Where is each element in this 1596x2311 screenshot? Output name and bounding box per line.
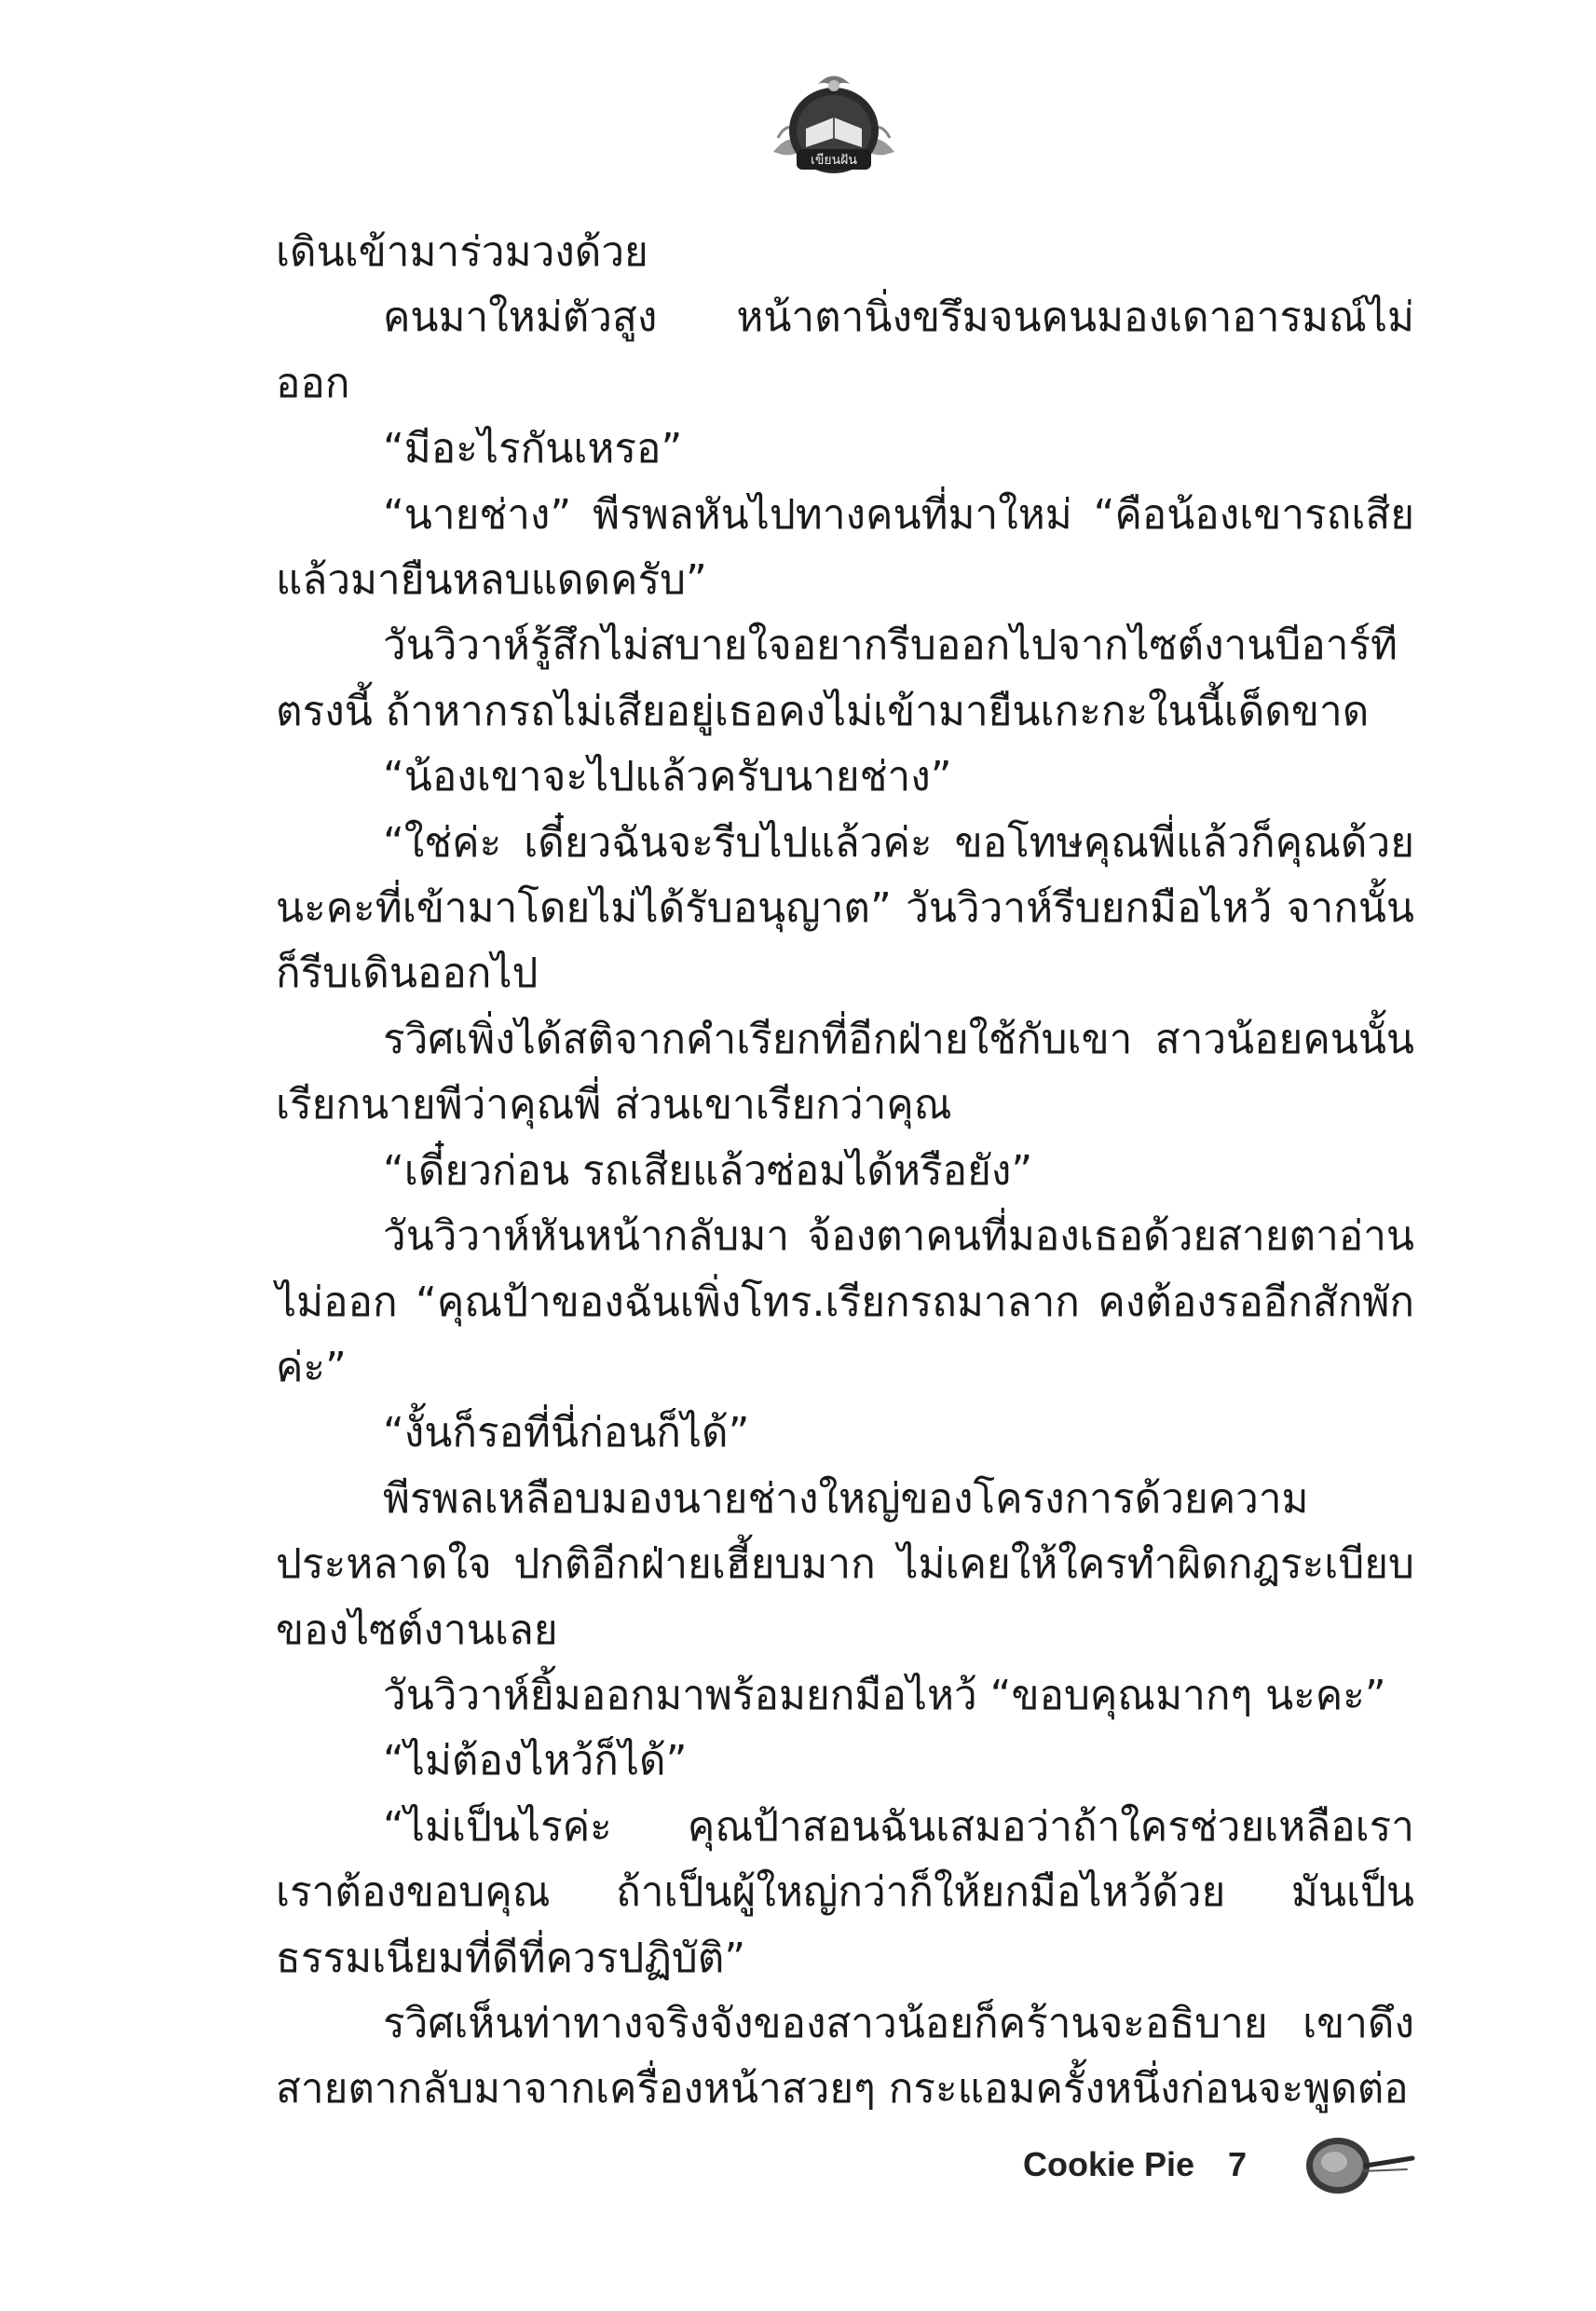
paragraph: “มีอะไรกันเหรอ”	[383, 425, 683, 473]
paragraph: “ไม่เป็นไรค่ะ คุณป้าสอนฉันเสมอว่าถ้าใครช่วยเหลือเรา เราต้องขอบคุณ ถ้าเป็นผู้ใหญ่กว่าก็ให้ยกมือไหว้ด้วย มันเป็นธรรมเนียมที่ดีที่ควรปฏิบัติ”	[276, 1802, 1414, 1982]
paragraph: เดินเข้ามาร่วมวงด้วย	[276, 228, 648, 276]
paragraph: วันวิวาห์รู้สึกไม่สบายใจอยากรีบออกไปจากไซต์งานบีอาร์ทีตรงนี้ ถ้าหากรถไม่เสียอยู่เธอคงไม่เข้ามายืนเกะกะในนี้เด็ดขาด	[276, 622, 1398, 735]
logo-text: เขียนฝัน	[811, 153, 857, 168]
page-number: 7	[1228, 2145, 1248, 2183]
paragraph: พีรพลเหลือบมองนายช่างใหญ่ของโครงการด้วยความประหลาดใจ ปกติอีกฝ่ายเฮี้ยบมาก ไม่เคยให้ใครทำผิดกฎระเบียบของไซต์งานเลย	[276, 1474, 1414, 1654]
paragraph: “นายช่าง” พีรพลหันไปทางคนที่มาใหม่ “คือน้องเขารถเสียแล้วมายืนหลบแดดครับ”	[276, 490, 1414, 605]
paragraph: วันวิวาห์ยิ้มออกมาพร้อมยกมือไหว้ “ขอบคุณมากๆ นะคะ”	[383, 1671, 1386, 1719]
frying-pan-icon	[1304, 2132, 1416, 2197]
paragraph: รวิศเห็นท่าทางจริงจังของสาวน้อยก็คร้านจะอธิบาย เขาดึงสายตากลับมาจากเครื่องหน้าสวยๆ กระแอมครั้งหนึ่งก่อนจะพูดต่อ	[276, 1999, 1414, 2113]
paragraph: “เดี๋ยวก่อน รถเสียแล้วซ่อมได้หรือยัง”	[383, 1146, 1033, 1195]
paragraph: วันวิวาห์หันหน้ากลับมา จ้องตาคนที่มองเธอด้วยสายตาอ่านไม่ออก “คุณป้าของฉันเพิ่งโทร.เรียกรถมาลาก คงต้องรออีกสักพักค่ะ”	[276, 1212, 1414, 1391]
paragraph: คนมาใหม่ตัวสูง หน้าตานิ่งขรึมจนคนมองเดาอารมณ์ไม่ออก	[276, 294, 1414, 407]
footer-book-title: Cookie Pie	[1023, 2145, 1195, 2183]
body-text	[276, 220, 1414, 2123]
paragraph: “ใช่ค่ะ เดี๋ยวฉันจะรีบไปแล้วค่ะ ขอโทษคุณพี่แล้วก็คุณด้วยนะคะที่เข้ามาโดยไม่ได้รับอนุญาต” วันวิวาห์รีบยกมือไหว้ จากนั้นก็รีบเดินออกไป	[276, 818, 1414, 998]
paragraph: รวิศเพิ่งได้สติจากคำเรียกที่อีกฝ่ายใช้กับเขา สาวน้อยคนนั้นเรียกนายพีว่าคุณพี่ ส่วนเขาเรียกว่าคุณ	[276, 1015, 1414, 1129]
ornamental-book-crest-icon	[764, 63, 904, 185]
paragraph: “งั้นก็รอที่นี่ก่อนก็ได้”	[383, 1409, 750, 1457]
paragraph: “ไม่ต้องไหว้ก็ได้”	[383, 1737, 688, 1785]
paragraph: “น้องเขาจะไปแล้วครับนายช่าง”	[383, 753, 952, 801]
